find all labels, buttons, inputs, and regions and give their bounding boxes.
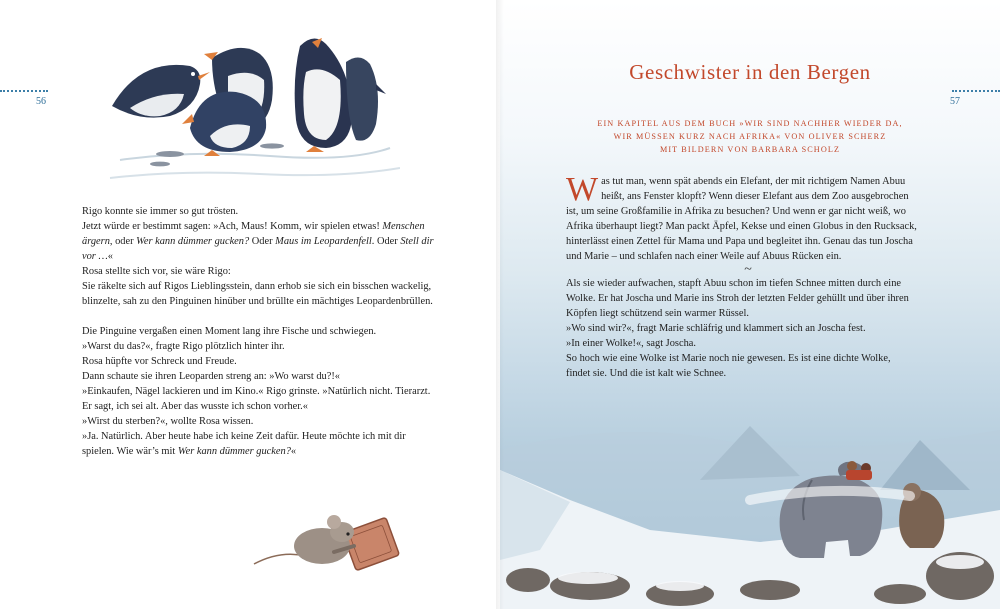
text-segment: « [107, 251, 113, 262]
text-line [82, 444, 436, 459]
italic-text: Stell dir [400, 236, 434, 247]
chapter-title: Geschwister in den Bergen [629, 60, 871, 84]
text-segment: Rosa hüpfte vor Schreck und Freude. [82, 356, 237, 367]
text-segment: Sie räkelte sich auf Rigos Lieblingsstein, dann erhob sie sich ein bisschen wackelig, [82, 281, 432, 292]
text-segment: Rosa stellte sich vor, sie wäre Rigo: [82, 266, 231, 277]
subtitle-line: MIT BILDERN VON BARBARA SCHOLZ [659, 145, 841, 154]
italic-text: Wer kann dümmer gucken? [136, 236, 250, 247]
text-line: So hoch wie eine Wolke ist Marie noch nie gewesen. Es ist eine dichte Wolke, [566, 353, 891, 364]
text-segment: »Warst du das?«, fragte Rigo plötzlich hinter ihr. [82, 341, 285, 352]
text-segment: Er sagt, ich sei alt. Aber das wusste ich schon vorher.« [82, 401, 308, 412]
text-line [82, 249, 436, 264]
penguin-5 [346, 57, 386, 140]
right-text-block [566, 171, 930, 381]
right-dotted-rule [952, 90, 1000, 92]
text-segment: »Wirst du sterben?«, wollte Rosa wissen. [82, 416, 254, 427]
text-line [82, 414, 436, 429]
penguin-1 [112, 65, 210, 118]
text-segment: « [290, 446, 297, 457]
italic-text: Menschen [382, 221, 425, 232]
text-line [82, 339, 436, 354]
subtitle-line: EIN KAPITEL AUS DEM BUCH »WIR SIND NACHHER WIEDER DA, [597, 119, 903, 128]
snow-mountain-illustration [500, 380, 1000, 609]
text-line: Afrika überhaupt liegt? Man packt Äpfel, Kekse und einen Globus in den Rucksack, [566, 221, 917, 232]
text-line: ist, um seine Großfamilie in Afrika zu besuchen? Und wenn er gar nicht weiß, wo [566, 206, 906, 217]
penguins-illustration [100, 28, 400, 188]
text-line [82, 234, 436, 249]
text-line [82, 324, 436, 339]
text-line: findet sie. Und die ist kalt wie Schnee. [566, 368, 727, 379]
text-segment: Oder [249, 236, 276, 247]
text-line [82, 399, 436, 414]
text-line: as tut man, wenn spät abends ein Elefant, der mit richtigem Namen Abuu [601, 176, 906, 187]
right-page-number: 57 [950, 96, 960, 107]
text-line: »Wo sind wir?«, fragt Marie schläfrig und klammert sich an Joscha fest. [566, 323, 866, 334]
italic-text: Wer kann dümmer gucken? [177, 446, 291, 457]
text-line [82, 429, 436, 444]
italic-text: vor … [82, 251, 108, 262]
text-line: Köpfen liegt schützend sein warmer Rüssel. [566, 308, 749, 319]
left-dotted-rule [0, 90, 48, 92]
text-segment: »Ja. Natürlich. Aber heute habe ich keine Zeit dafür. Heute möchte ich mit dir [82, 431, 406, 442]
text-segment: Die Pinguine vergaßen einen Moment lang ihre Fische und schwiegen. [82, 326, 377, 337]
text-line: Wolke. Er hat Joscha und Marie ins Stroh der letzten Felder gehüllt und über ihren [566, 293, 909, 304]
paragraph-gap [82, 309, 436, 324]
left-page-number: 56 [36, 96, 46, 107]
drop-cap: W [566, 171, 599, 208]
text-line [82, 279, 436, 294]
text-line [82, 204, 436, 219]
book-gutter [496, 0, 504, 609]
text-segment: . Oder [371, 236, 401, 247]
text-line: und Marie – und schlafen nach einer Weile auf Abuus Rücken ein. [566, 251, 842, 262]
text-segment: , oder [109, 236, 137, 247]
text-segment: blinzelte, sah zu den Pinguinen hinüber und brüllte ein mächtiges Leopardenbrüllen. [82, 296, 433, 307]
text-segment: spielen. Wie wär’s mit [82, 446, 178, 457]
text-line [82, 264, 436, 279]
text-segment: Rigo konnte sie immer so gut trösten. [82, 206, 239, 217]
italic-text: Maus im Leopardenfell [275, 236, 372, 247]
section-separator: ~ [744, 262, 752, 277]
chapter-subtitle [560, 117, 940, 156]
text-segment: Jetzt würde er bestimmt sagen: »Ach, Maus! Komm, wir spielen etwas! [82, 221, 383, 232]
text-line: hinterlässt einen Zettel für Mama und Papa und begleitet ihn. Genau das tun Joscha [566, 236, 913, 247]
text-line: »In einer Wolke!«, sagt Joscha. [566, 338, 696, 349]
paragraph-1 [566, 171, 930, 264]
italic-text: ärgern [82, 236, 110, 247]
text-segment: »Einkaufen, Nägel lackieren und im Kino.« Rigo grinste. »Natürlich nicht. Tierarzt. [82, 386, 431, 397]
subtitle-line: WIR MÜSSEN KURZ NACH AFRIKA« VON OLIVER SCHERZ [613, 132, 887, 141]
penguin-3 [182, 92, 266, 156]
left-text-block [82, 204, 436, 459]
text-line [82, 384, 436, 399]
text-line [82, 369, 436, 384]
right-page [500, 0, 1000, 609]
penguin-4 [295, 38, 352, 152]
mouse-illustration [250, 500, 410, 580]
text-segment: Dann schaute sie ihren Leoparden streng an: »Wo warst du?!« [82, 371, 340, 382]
text-line: heißt, ans Fenster klopft? Wenn dieser Elefant aus dem Zoo ausgebrochen [601, 191, 909, 202]
text-line: Als sie wieder aufwachen, stapft Abuu schon im tiefen Schnee mitten durch eine [566, 278, 901, 289]
text-line [82, 294, 436, 309]
paragraph-2 [566, 276, 930, 381]
text-line [82, 354, 436, 369]
text-line [82, 219, 436, 234]
